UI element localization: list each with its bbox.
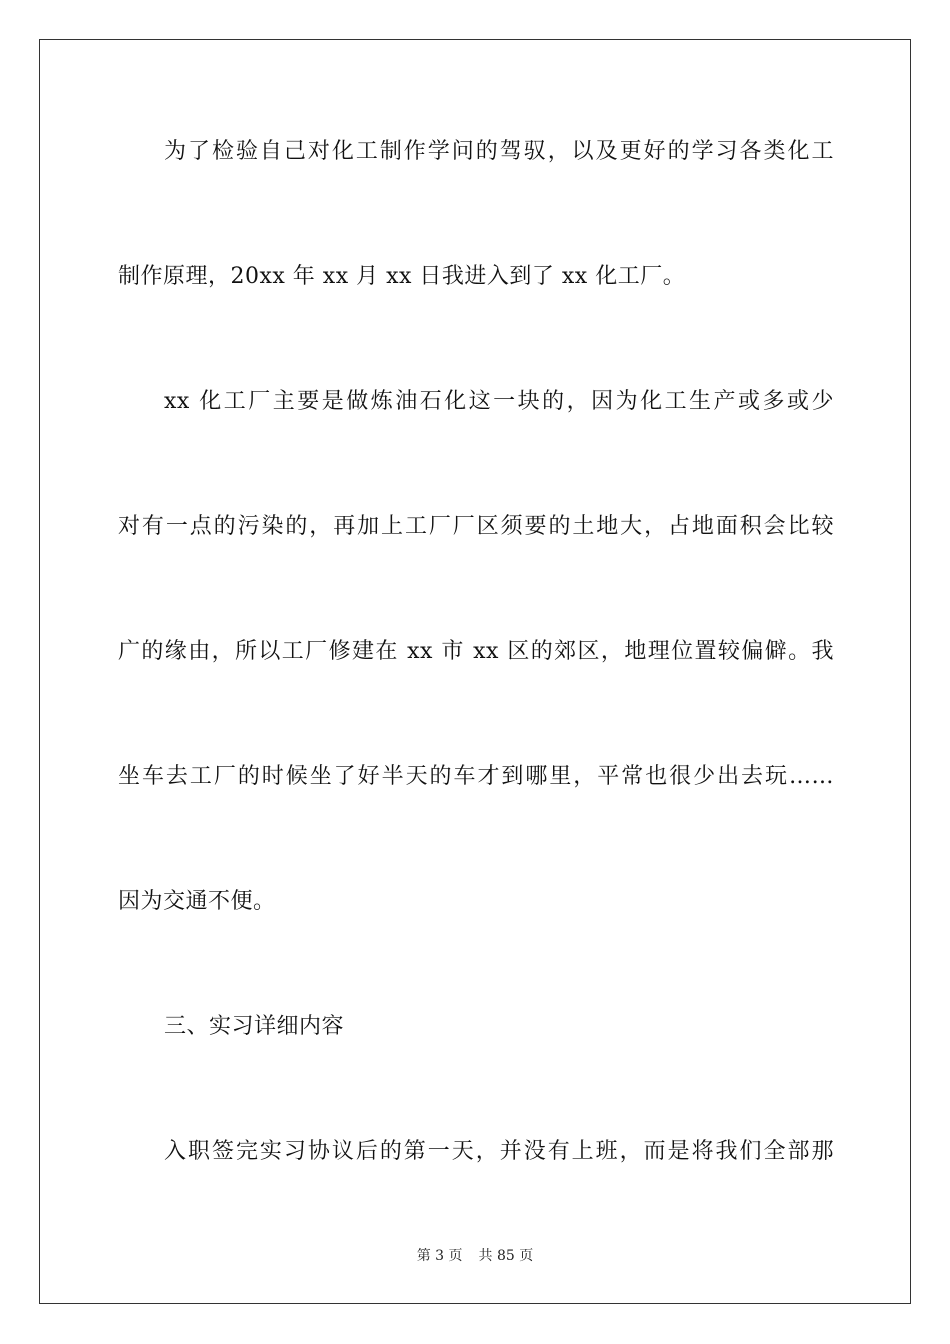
paragraph-line-3: xx 化工厂主要是做炼油石化这一块的，因为化工生产或多或少: [164, 389, 834, 414]
paragraph-line-5: 广的缘由，所以工厂修建在 xx 市 xx 区的郊区，地理位置较偏僻。我: [118, 639, 834, 664]
page-number-total: 共 85 页: [478, 1248, 534, 1264]
page-number-current: 第 3 页: [416, 1248, 463, 1264]
paragraph-line-2: 制作原理，20xx 年 xx 月 xx 日我进入到了 xx 化工厂。: [118, 264, 686, 289]
paragraph-line-1: 为了检验自己对化工制作学问的驾驭，以及更好的学习各类化工: [164, 139, 834, 164]
paragraph-line-9: 入职签完实习协议后的第一天，并没有上班，而是将我们全部那: [164, 1139, 834, 1164]
paragraph-line-6: 坐车去工厂的时候坐了好半天的车才到哪里，平常也很少出去玩……: [118, 764, 834, 789]
paragraph-line-7: 因为交通不便。: [118, 889, 276, 914]
section-heading: 三、实习详细内容: [164, 1014, 345, 1039]
page-border: [39, 39, 911, 1304]
page-footer: [0, 1246, 950, 1266]
paragraph-line-4: 对有一点的污染的，再加上工厂厂区须要的土地大，占地面积会比较: [118, 514, 834, 539]
